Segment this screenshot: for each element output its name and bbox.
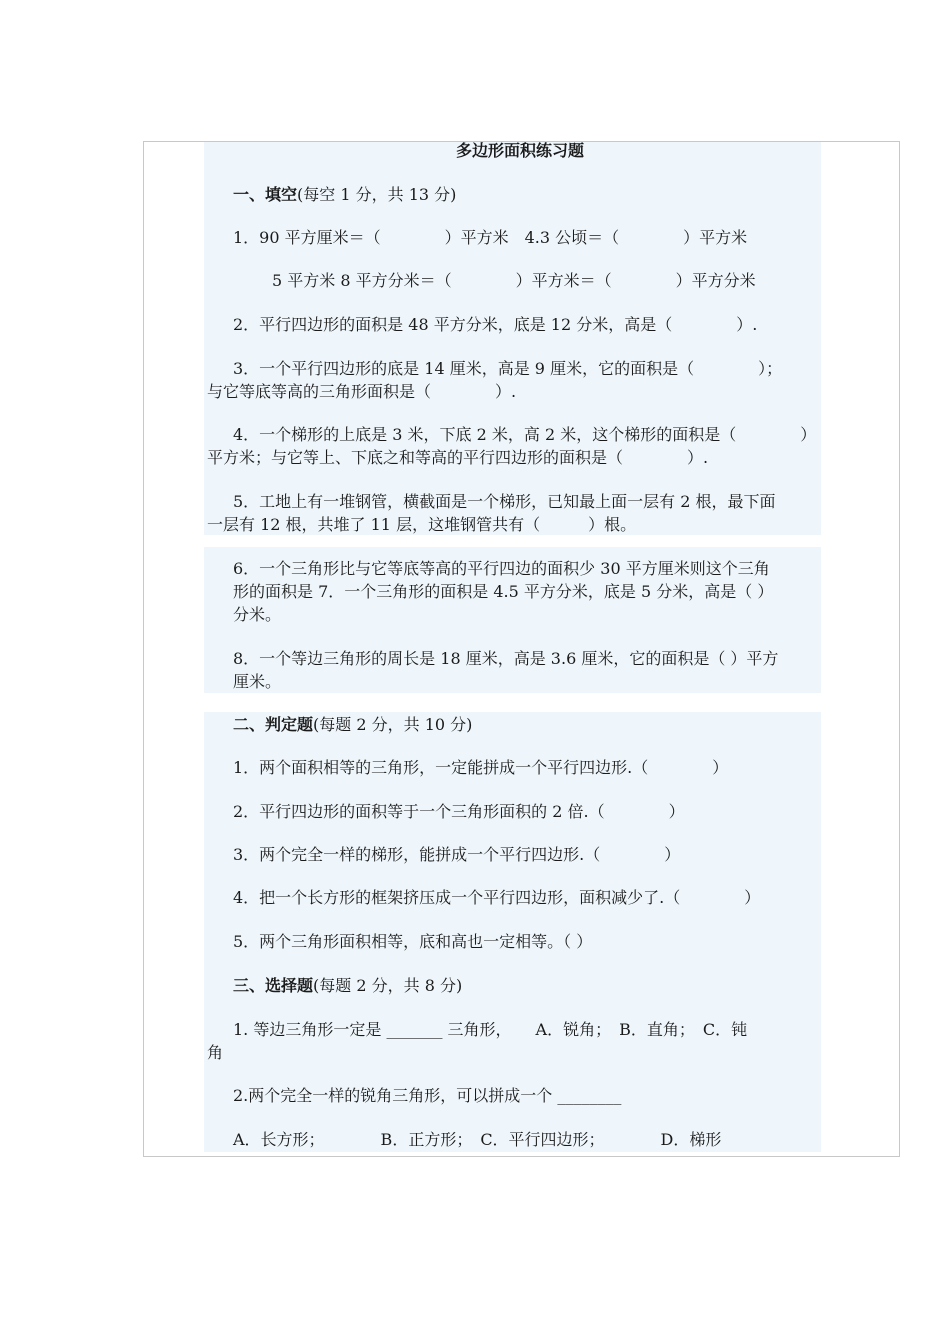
- q4-line-2: 平方米；与它等上、下底之和等高的平行四边形的面积是（ ）.: [207, 448, 709, 467]
- judge-item-3: 3．两个完全一样的梯形，能拼成一个平行四边形.（ ）: [233, 845, 681, 864]
- judge-item-5: 5．两个三角形面积相等，底和高也一定相等。（ ）: [233, 932, 593, 951]
- section-2-note: (每题 2 分，共 10 分): [313, 715, 473, 734]
- choice-q1-line-1: 1. 等边三角形一定是 _______ 三角形， A．锐角； B．直角； C．钝: [233, 1020, 748, 1039]
- q4-line-1: 4．一个梯形的上底是 3 米，下底 2 米，高 2 米，这个梯形的面积是（ ）: [233, 425, 817, 444]
- choice-q1-line-2: 角: [207, 1043, 224, 1062]
- q3-line-1: 3．一个平行四边形的底是 14 厘米，高是 9 厘米，它的面积是（ ）；: [233, 359, 783, 378]
- section-2-title: 二、判定题: [233, 715, 314, 734]
- section-1-note: (每空 1 分，共 13 分): [297, 185, 457, 204]
- q2-text: 2．平行四边形的面积是 48 平方分米，底是 12 分米，高是（ ）.: [233, 315, 758, 334]
- q6-line-1: 6．一个三角形比与它等底等高的平行四边的面积少 30 平方厘米则这个三角: [233, 559, 770, 578]
- q5-line-1: 5．工地上有一堆钢管，横截面是一个梯形，已知最上面一层有 2 根，最下面: [233, 492, 776, 511]
- q8-line-2: 厘米。: [233, 672, 282, 691]
- q6-line-2: 形的面积是 7．一个三角形的面积是 4.5 平方分米，底是 5 分米，高是（ ）: [233, 582, 774, 601]
- choice-q2-options: A．长方形； B．正方形； C．平行四边形； D．梯形: [233, 1130, 722, 1149]
- section-1-heading: [233, 184, 456, 206]
- section-3-heading: [233, 975, 462, 997]
- judge-item-2: 2．平行四边形的面积等于一个三角形面积的 2 倍.（ ）: [233, 802, 685, 821]
- q8-line-1: 8．一个等边三角形的周长是 18 厘米，高是 3.6 厘米，它的面积是（ ）平方: [233, 649, 779, 668]
- section-3-note: (每题 2 分，共 8 分): [313, 976, 463, 995]
- judge-item-4: 4．把一个长方形的框架挤压成一个平行四边形，面积减少了.（ ）: [233, 888, 761, 907]
- judge-item-1: 1．两个面积相等的三角形，一定能拼成一个平行四边形.（ ）: [233, 758, 729, 777]
- section-2-heading: [233, 714, 472, 736]
- page-title: 多边形面积练习题: [456, 141, 585, 160]
- q6-line-3: 分米。: [233, 605, 282, 624]
- choice-q2: 2.两个完全一样的锐角三角形，可以拼成一个 ________: [233, 1086, 622, 1105]
- q1-line-1: 1．90 平方厘米＝（ ）平方米 4.3 公顷＝（ ）平方米: [233, 228, 748, 247]
- q3-line-2: 与它等底等高的三角形面积是（ ）.: [207, 382, 517, 401]
- section-1-title: 一、填空: [233, 185, 298, 204]
- q5-line-2: 一层有 12 根，共堆了 11 层，这堆钢管共有（ ）根。: [207, 515, 637, 534]
- q1-line-2: 5 平方米 8 平方分米＝（ ）平方米＝（ ）平方分米: [272, 271, 756, 290]
- section-3-title: 三、选择题: [233, 976, 314, 995]
